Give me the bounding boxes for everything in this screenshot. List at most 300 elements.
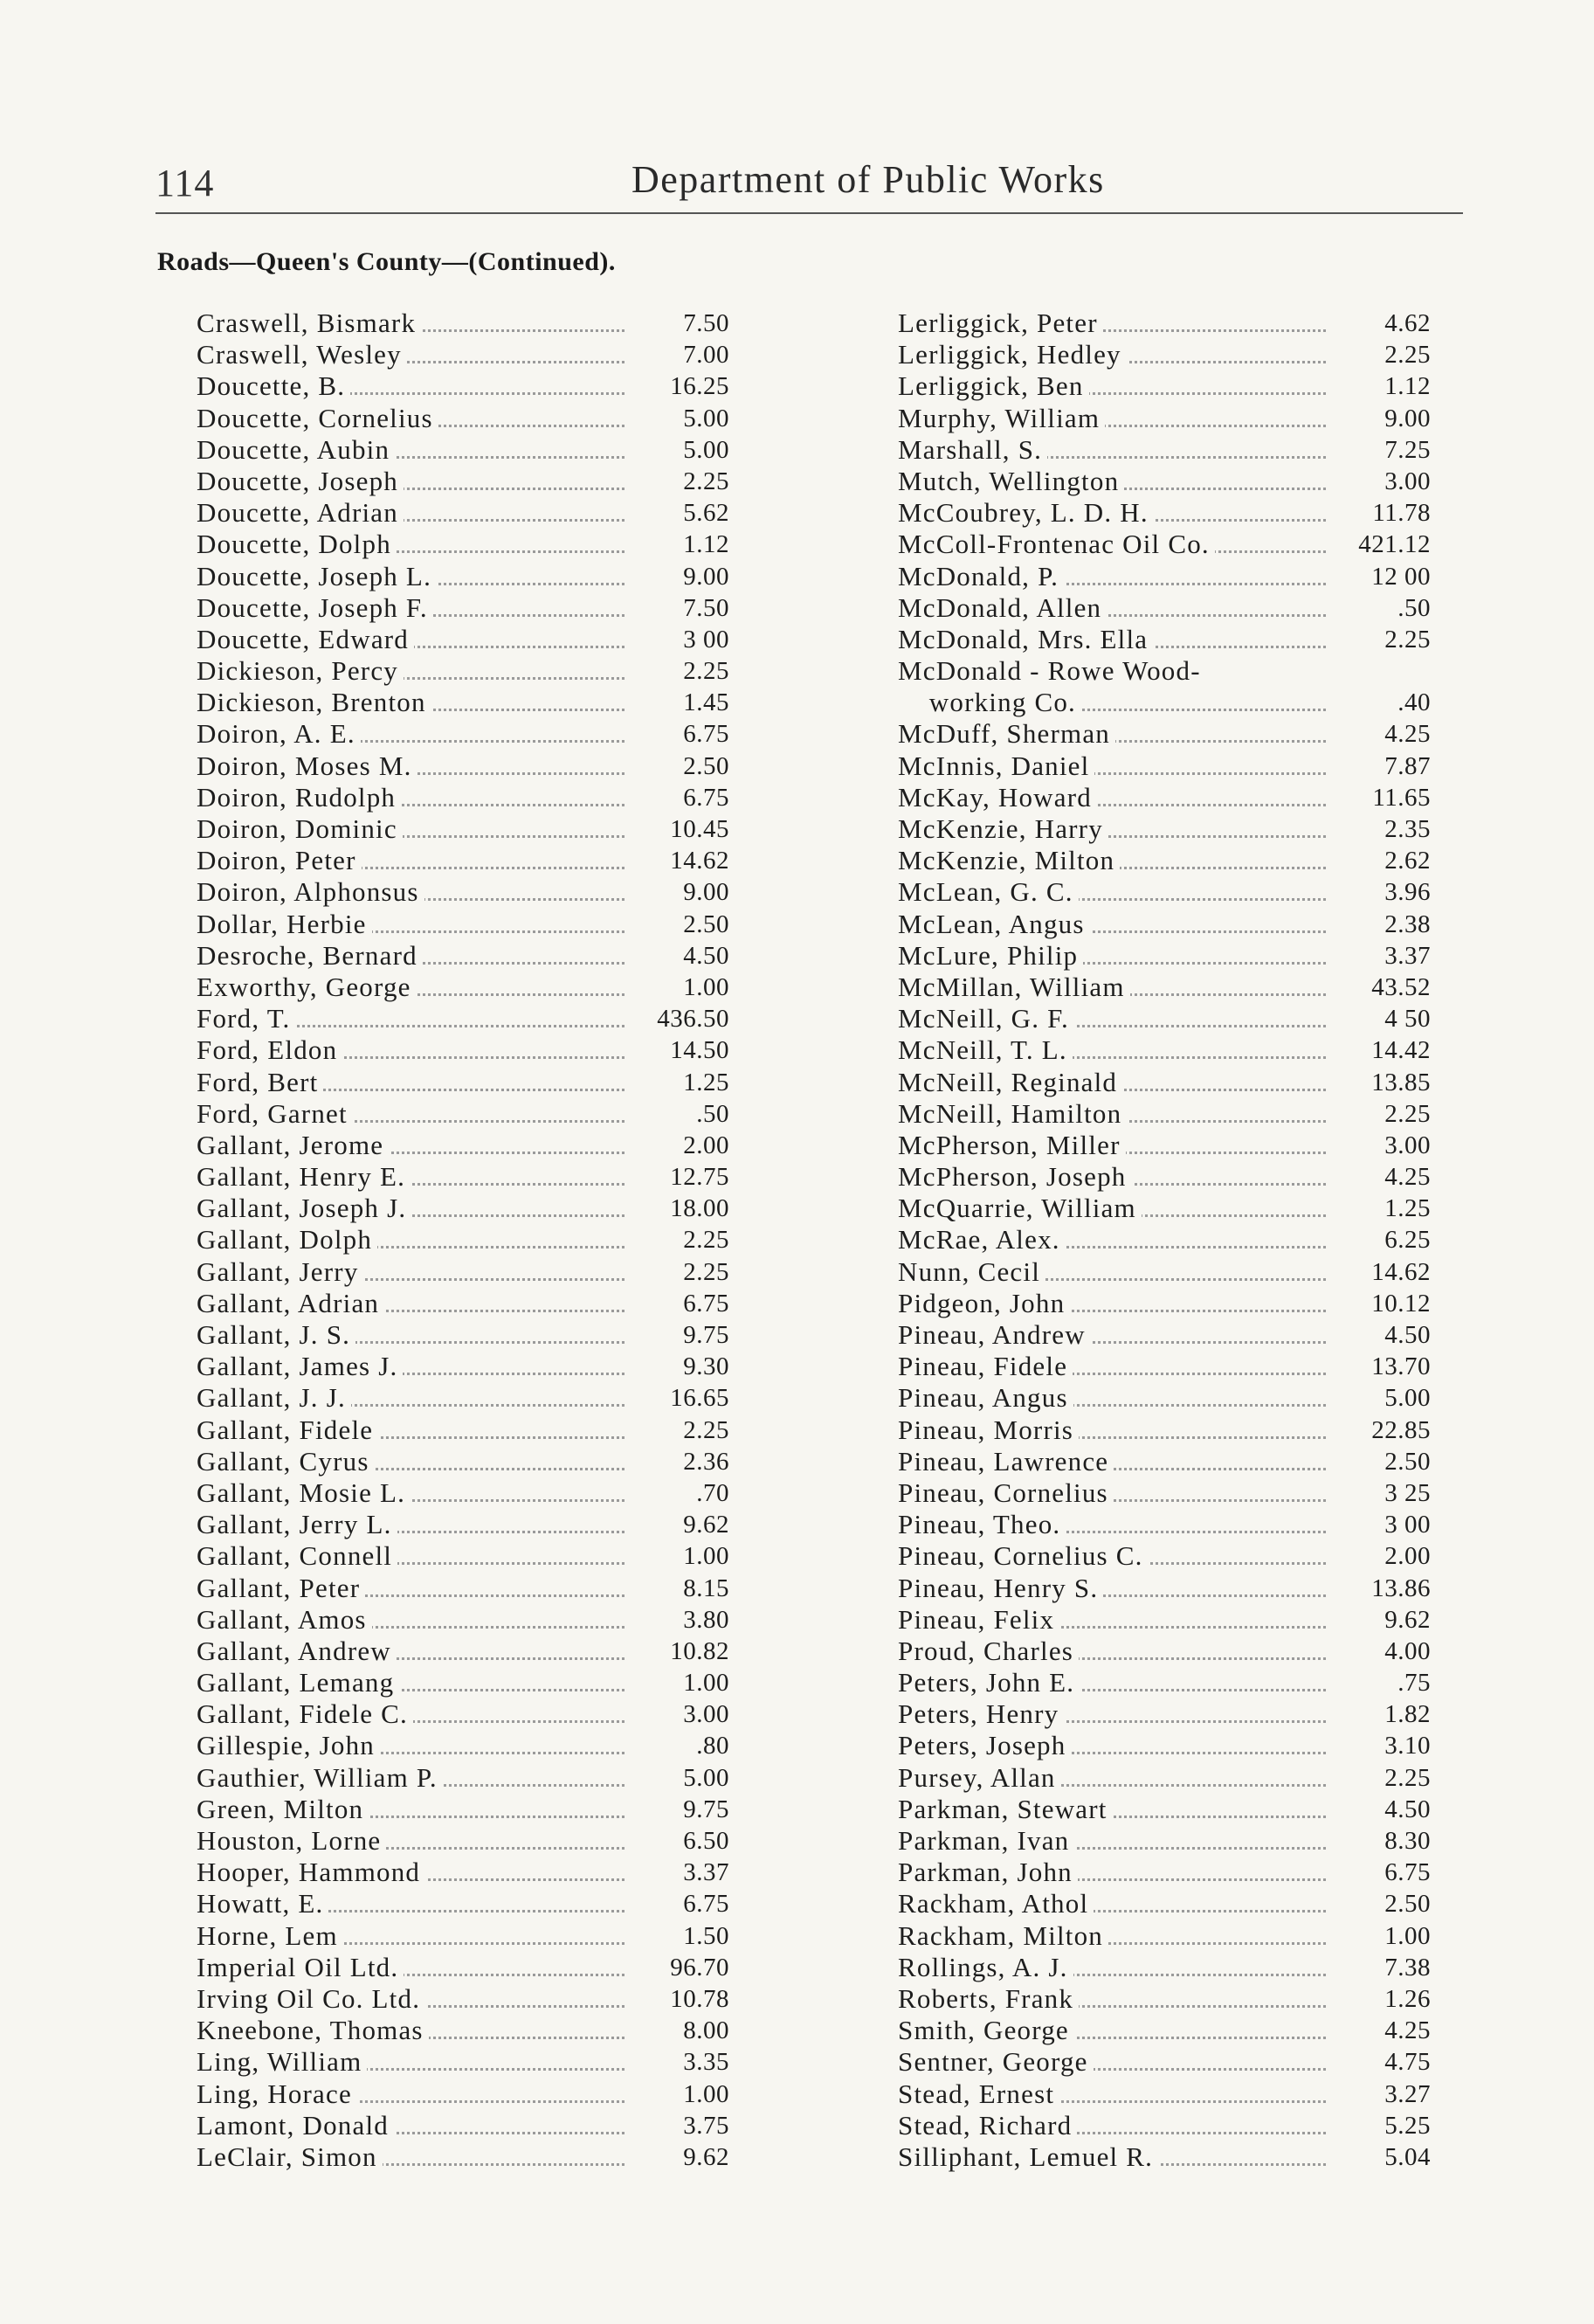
entry-amount: 1.50 [683, 1921, 729, 1950]
entry-amount: 2.50 [683, 910, 729, 938]
entry-amount: 4.50 [683, 941, 729, 970]
entry-name: Mutch, Wellington [898, 466, 1124, 497]
list-item [898, 466, 1431, 497]
entry-name: Gallant, Dolph [197, 1224, 377, 1255]
list-item [197, 1130, 729, 1161]
entry-amount: 6.75 [683, 1890, 729, 1919]
list-item [898, 1636, 1431, 1667]
entry-name: Peters, John E. [898, 1667, 1080, 1698]
list-item [898, 940, 1431, 972]
entry-amount: 14.62 [670, 847, 729, 875]
entry-amount: 3.00 [683, 1700, 729, 1729]
entry-name: Gallant, Cyrus [197, 1446, 375, 1477]
list-item [898, 1888, 1431, 1919]
list-item [898, 561, 1431, 592]
list-item [197, 940, 729, 972]
entry-amount: 2.36 [683, 1447, 729, 1476]
header-rule [155, 212, 1463, 214]
entry-amount: 18.00 [670, 1194, 729, 1223]
entry-name: Sentner, George [898, 2046, 1094, 2078]
entry-amount: 5.04 [1384, 2142, 1431, 2171]
entry-name: McKay, Howard [898, 782, 1097, 813]
entry-name: Gallant, Lemang [197, 1667, 399, 1698]
list-item [197, 1604, 729, 1636]
list-item [197, 1446, 729, 1477]
entry-name: Parkman, Stewart [898, 1794, 1113, 1825]
list-item [898, 1794, 1431, 1825]
list-item [898, 1003, 1431, 1034]
entry-name: Gallant, James J. [197, 1351, 403, 1382]
entry-name: Doiron, A. E. [197, 718, 361, 750]
entry-name: Pursey, Allan [898, 1762, 1061, 1794]
entry-amount: 11.65 [1372, 783, 1431, 812]
list-item [898, 1414, 1431, 1446]
entry-name: McDonald - Rowe Wood- [898, 655, 1206, 687]
list-item [898, 1224, 1431, 1255]
list-item [197, 1193, 729, 1224]
entry-amount: 3.37 [683, 1858, 729, 1887]
list-item [898, 813, 1431, 845]
list-item [898, 1193, 1431, 1224]
entry-amount: 5.00 [1384, 1384, 1431, 1413]
page-number: 114 [155, 162, 215, 204]
entry-name: Gallant, Joseph J. [197, 1193, 411, 1224]
list-item [197, 2141, 729, 2173]
list-item [197, 813, 729, 845]
entry-name: Parkman, Ivan [898, 1825, 1074, 1857]
entry-name: Pineau, Theo. [898, 1509, 1066, 1540]
entry-amount: 421.12 [1358, 530, 1431, 559]
list-item [197, 782, 729, 813]
entry-name: McLean, G. C. [898, 876, 1079, 908]
entry-amount: 2.25 [683, 1226, 729, 1255]
list-item [197, 1319, 729, 1351]
list-item [197, 1857, 729, 1888]
list-item [898, 1825, 1431, 1857]
entry-name: Hooper, Hammond [197, 1857, 425, 1888]
entry-amount: 16.65 [670, 1384, 729, 1413]
entry-name: Dollar, Herbie [197, 909, 372, 940]
list-item [898, 1130, 1431, 1161]
list-item [898, 2015, 1431, 2046]
list-item [898, 1477, 1431, 1509]
entry-name: Stead, Richard [898, 2110, 1077, 2141]
entry-name: McCoubrey, L. D. H. [898, 497, 1154, 529]
list-item [898, 972, 1431, 1003]
entry-name: Craswell, Bismark [197, 308, 421, 339]
entry-amount: 12.75 [670, 1163, 729, 1192]
entry-amount: 2.38 [1384, 910, 1431, 938]
list-item [197, 1161, 729, 1193]
list-item [197, 1067, 729, 1098]
entry-amount: 4.50 [1384, 1321, 1431, 1349]
list-item [197, 1288, 729, 1319]
list-item [197, 1224, 729, 1255]
entry-amount: 3.80 [683, 1605, 729, 1634]
entry-amount: 3.35 [683, 2048, 729, 2077]
entry-amount: 1.82 [1384, 1700, 1431, 1729]
entry-name: Gallant, Mosie L. [197, 1477, 411, 1509]
entry-amount: 14.50 [670, 1036, 729, 1065]
entry-name: Gallant, Connell [197, 1540, 397, 1572]
entry-amount: 3 25 [1384, 1478, 1431, 1507]
list-item [197, 1698, 729, 1730]
entry-name: Exworthy, George [197, 972, 417, 1003]
entry-name: McDonald, Allen [898, 592, 1107, 624]
entry-amount: 11.78 [1372, 499, 1431, 528]
entry-amount: 7.38 [1384, 1953, 1431, 1982]
entry-name: Ling, William [197, 2046, 367, 2078]
entry-name: Gallant, Adrian [197, 1288, 384, 1319]
entry-name: Rollings, A. J. [898, 1952, 1073, 1983]
list-item [898, 1983, 1431, 2015]
list-item [197, 434, 729, 466]
list-item [197, 1256, 729, 1288]
entry-amount: 14.42 [1371, 1036, 1431, 1065]
entry-name: Ford, Garnet [197, 1098, 353, 1130]
entry-name: Gallant, Fidele C. [197, 1698, 413, 1730]
entry-name: Gallant, Fidele [197, 1414, 378, 1446]
entry-name: Stead, Ernest [898, 2078, 1059, 2110]
entry-amount: 3.10 [1384, 1732, 1431, 1760]
entry-amount: 6.75 [683, 783, 729, 812]
list-item [197, 2078, 729, 2110]
entry-amount: 4.00 [1384, 1636, 1431, 1665]
list-item [197, 1382, 729, 1414]
list-item [197, 497, 729, 529]
list-item [898, 1952, 1431, 1983]
list-item [197, 592, 729, 624]
entry-name: McMillan, William [898, 972, 1130, 1003]
entry-amount: 13.85 [1371, 1068, 1431, 1096]
entry-name: McLean, Angus [898, 909, 1090, 940]
entry-name: Rackham, Athol [898, 1888, 1094, 1919]
entry-name: Lamont, Donald [197, 2110, 394, 2141]
right-column [898, 308, 1431, 2173]
list-item [898, 1382, 1431, 1414]
entry-name: Gillespie, John [197, 1730, 380, 1761]
list-item [197, 1888, 729, 1919]
list-item [197, 1540, 729, 1572]
entry-name: McInnis, Daniel [898, 750, 1094, 782]
list-item [197, 655, 729, 687]
entry-amount: .70 [696, 1478, 729, 1507]
entry-amount: 2.25 [683, 1257, 729, 1286]
entry-amount: 2.62 [1384, 847, 1431, 875]
list-item [898, 1667, 1431, 1698]
list-item [898, 1098, 1431, 1130]
list-item [898, 1319, 1431, 1351]
list-item [898, 2141, 1431, 2173]
entry-amount: 7.87 [1384, 751, 1431, 780]
entry-name: Doucette, Dolph [197, 529, 397, 560]
list-item [197, 1825, 729, 1857]
entry-name: Parkman, John [898, 1857, 1078, 1888]
entry-amount: 2.50 [683, 751, 729, 780]
entry-name: Doiron, Dominic [197, 813, 403, 845]
list-item [197, 1730, 729, 1761]
entry-name: Houston, Lorne [197, 1825, 386, 1857]
list-item [197, 1920, 729, 1952]
entry-name: Doiron, Rudolph [197, 782, 401, 813]
list-item [898, 592, 1431, 624]
left-column [197, 308, 729, 2173]
entry-amount: 12 00 [1371, 562, 1431, 591]
list-item [898, 1509, 1431, 1540]
entry-amount: 10.82 [670, 1636, 729, 1665]
list-item [898, 1573, 1431, 1604]
entry-amount: 4 50 [1384, 1005, 1431, 1034]
entry-name: Gallant, Jerome [197, 1130, 389, 1161]
entry-amount: 10.12 [1371, 1289, 1431, 1318]
entry-name: McDuff, Sherman [898, 718, 1115, 750]
entry-amount: 6.75 [1384, 1858, 1431, 1887]
list-item [197, 1477, 729, 1509]
entry-amount: 2.50 [1384, 1890, 1431, 1919]
entry-amount: 9.62 [1384, 1605, 1431, 1634]
entry-name: McDonald, P. [898, 561, 1064, 592]
entry-name: Craswell, Wesley [197, 339, 407, 370]
entry-name: Gallant, Peter [197, 1573, 365, 1604]
entry-amount: 4.75 [1384, 2048, 1431, 2077]
entry-amount: 1.00 [683, 972, 729, 1001]
entry-name: McNeill, Reginald [898, 1067, 1122, 1098]
entry-name: Doiron, Moses M. [197, 750, 417, 782]
entry-name: Kneebone, Thomas [197, 2015, 429, 2046]
entry-amount: 3 00 [683, 625, 729, 654]
entry-amount: 2.25 [683, 1415, 729, 1444]
list-item [197, 1952, 729, 1983]
list-item [197, 1667, 729, 1698]
entry-amount: 2.25 [683, 657, 729, 686]
entry-amount: 3.00 [1384, 467, 1431, 495]
entry-name: Lerliggick, Hedley [898, 339, 1127, 370]
entry-amount: 1.00 [683, 1542, 729, 1571]
entry-amount: 2.25 [1384, 341, 1431, 370]
list-item [898, 1034, 1431, 1066]
entry-amount: 14.62 [1371, 1257, 1431, 1286]
list-item [898, 876, 1431, 908]
entry-amount: 2.00 [1384, 1542, 1431, 1571]
entry-name: Gallant, Henry E. [197, 1161, 411, 1193]
entry-amount: 96.70 [670, 1953, 729, 1982]
list-item [197, 370, 729, 402]
entry-name: McLure, Philip [898, 940, 1083, 972]
list-item [898, 370, 1431, 402]
entry-amount: 7.50 [683, 593, 729, 622]
list-item [197, 466, 729, 497]
entry-amount: 8.00 [683, 2016, 729, 2045]
entry-name: Gallant, Jerry L. [197, 1509, 397, 1540]
entry-name: Smith, George [898, 2015, 1074, 2046]
entry-amount: 9.30 [683, 1352, 729, 1381]
entry-name: Imperial Oil Ltd. [197, 1952, 404, 1983]
entry-name: Gallant, J. S. [197, 1319, 355, 1351]
list-item [898, 1446, 1431, 1477]
list-item [898, 403, 1431, 434]
entry-amount: 3.75 [683, 2111, 729, 2140]
entry-amount: 1.00 [683, 2079, 729, 2108]
entry-amount: 2.50 [1384, 1447, 1431, 1476]
list-item [197, 2046, 729, 2078]
list-item [197, 308, 729, 339]
entry-name: McNeill, Hamilton [898, 1098, 1127, 1130]
list-item [898, 655, 1431, 687]
entry-amount: .75 [1397, 1669, 1431, 1698]
entry-amount: 9.75 [683, 1795, 729, 1823]
entry-name: Rackham, Milton [898, 1920, 1108, 1952]
entry-amount: 22.85 [1371, 1415, 1431, 1444]
entry-amount: 5.25 [1384, 2111, 1431, 2140]
list-item [197, 529, 729, 560]
entry-name: Murphy, William [898, 403, 1105, 434]
entry-amount: 3.00 [1384, 1131, 1431, 1159]
entry-amount: 1.25 [683, 1068, 729, 1096]
list-item [898, 2078, 1431, 2110]
entry-name: McRae, Alex. [898, 1224, 1066, 1255]
entry-amount: .50 [696, 1099, 729, 1128]
entry-name: Pineau, Henry S. [898, 1573, 1103, 1604]
entry-name: Doiron, Peter [197, 845, 362, 876]
entry-amount: .40 [1397, 688, 1431, 717]
entry-name: Proud, Charles [898, 1636, 1079, 1667]
entry-amount: 7.00 [683, 341, 729, 370]
entry-amount: 2.25 [1384, 625, 1431, 654]
entry-name: Pineau, Andrew [898, 1319, 1091, 1351]
list-item [197, 1573, 729, 1604]
list-item [898, 2046, 1431, 2078]
list-item [197, 1351, 729, 1382]
entry-amount: 6.75 [683, 1289, 729, 1318]
list-item [197, 909, 729, 940]
entry-amount: 9.75 [683, 1321, 729, 1349]
entry-name: McKenzie, Milton [898, 845, 1120, 876]
list-item [898, 497, 1431, 529]
entry-amount: 7.25 [1384, 435, 1431, 464]
list-item [197, 1509, 729, 1540]
running-title: Department of Public Works [631, 158, 1105, 201]
entry-amount: 9.00 [683, 562, 729, 591]
list-item [898, 624, 1431, 655]
entry-name: Pineau, Cornelius [898, 1477, 1114, 1509]
entry-amount: 5.00 [683, 404, 729, 432]
entry-amount: 10.78 [670, 1984, 729, 2013]
entry-name: Gallant, Amos [197, 1604, 372, 1636]
entry-name: Ford, Eldon [197, 1034, 342, 1066]
entry-amount: 6.25 [1384, 1226, 1431, 1255]
entry-amount: 4.50 [1384, 1795, 1431, 1823]
list-item [898, 1351, 1431, 1382]
entry-name: Howatt, E. [197, 1888, 328, 1919]
list-item [197, 750, 729, 782]
entry-name: Silliphant, Lemuel R. [898, 2141, 1158, 2173]
entry-amount: 8.15 [683, 1574, 729, 1602]
entry-amount: 43.52 [1371, 972, 1431, 1001]
entry-name: Roberts, Frank [898, 1983, 1079, 2015]
list-item [898, 1857, 1431, 1888]
entry-amount: 2.25 [1384, 1763, 1431, 1792]
entry-name: Gallant, Jerry [197, 1256, 364, 1288]
list-item [197, 1414, 729, 1446]
entry-amount: 6.75 [683, 720, 729, 749]
entry-name: Peters, Henry [898, 1698, 1064, 1730]
entry-amount: 3.96 [1384, 878, 1431, 907]
entry-name: Doucette, Joseph [197, 466, 404, 497]
entry-name: Gallant, J. J. [197, 1382, 351, 1414]
entry-amount: 9.62 [683, 2142, 729, 2171]
entry-name: Pineau, Felix [898, 1604, 1059, 1636]
entry-amount: 1.00 [1384, 1921, 1431, 1950]
entry-name: Doucette, Adrian [197, 497, 404, 529]
list-item [197, 718, 729, 750]
entry-name: Dickieson, Percy [197, 655, 404, 687]
entry-amount: 2.00 [683, 1131, 729, 1159]
list-item [898, 1604, 1431, 1636]
list-item [197, 2015, 729, 2046]
entry-name: Ling, Horace [197, 2078, 357, 2110]
entry-amount: 3.37 [1384, 941, 1431, 970]
entry-name: working Co. [898, 687, 1081, 718]
list-item [898, 308, 1431, 339]
list-item [197, 1034, 729, 1066]
entry-name: McDonald, Mrs. Ella [898, 624, 1153, 655]
entry-amount: 13.70 [1371, 1352, 1431, 1381]
list-item [898, 1161, 1431, 1193]
entry-amount: .80 [696, 1732, 729, 1760]
entry-amount: 1.45 [683, 688, 729, 717]
entry-amount: 16.25 [670, 372, 729, 401]
entry-name: McPherson, Miller [898, 1130, 1126, 1161]
entry-amount: 4.62 [1384, 309, 1431, 337]
entry-name: Doucette, Aubin [197, 434, 395, 466]
entry-name: Irving Oil Co. Ltd. [197, 1983, 425, 2015]
section-heading: Roads—Queen's County—(Continued). [157, 247, 616, 276]
list-item [898, 529, 1431, 560]
entry-name: Lerliggick, Ben [898, 370, 1089, 402]
list-item [197, 2110, 729, 2141]
entry-name: Pineau, Fidele [898, 1351, 1073, 1382]
entry-name: Lerliggick, Peter [898, 308, 1103, 339]
page-header [155, 157, 1463, 210]
entry-name: Marshall, S. [898, 434, 1047, 466]
list-item [898, 1920, 1431, 1952]
list-item [898, 1288, 1431, 1319]
entry-amount: 2.25 [1384, 1099, 1431, 1128]
entry-name: Doucette, Joseph F. [197, 592, 433, 624]
entry-name: Pineau, Angus [898, 1382, 1073, 1414]
entry-name: Doucette, Edward [197, 624, 414, 655]
entry-name: Doiron, Alphonsus [197, 876, 424, 908]
entry-amount: 4.25 [1384, 2016, 1431, 2045]
entry-name: Gallant, Andrew [197, 1636, 397, 1667]
entry-name: LeClair, Simon [197, 2141, 383, 2173]
list-item [197, 1003, 729, 1034]
entry-amount: 1.26 [1384, 1984, 1431, 2013]
list-item [197, 687, 729, 718]
list-item [898, 718, 1431, 750]
entry-name: McQuarrie, William [898, 1193, 1142, 1224]
list-item [197, 1983, 729, 2015]
entry-amount: 13.86 [1371, 1574, 1431, 1602]
list-item [197, 339, 729, 370]
entry-name: Ford, T. [197, 1003, 296, 1034]
list-item [898, 782, 1431, 813]
entry-name: Doucette, B. [197, 370, 350, 402]
list-item [898, 845, 1431, 876]
list-item [898, 1540, 1431, 1572]
entry-name: Peters, Joseph [898, 1730, 1071, 1761]
entry-amount: 10.45 [670, 815, 729, 843]
